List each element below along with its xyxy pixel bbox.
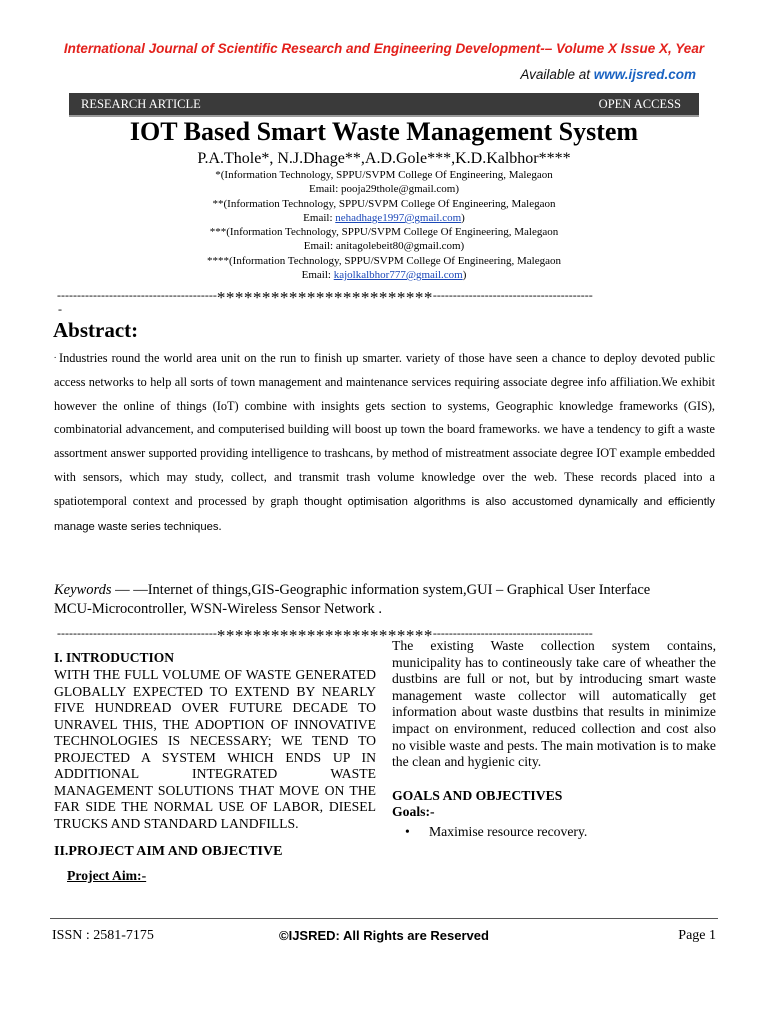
separator-dashes: ---------------------------------------- xyxy=(432,626,593,640)
project-aim-heading: II.PROJECT AIM AND OBJECTIVE xyxy=(54,844,283,859)
bullet-icon: • xyxy=(405,823,410,839)
existing-system-text: The existing Waste collection system contains, municipality has to contineously take care of wheather the dustbins are full or not, but by introducing smart waste management waste collector will automatically get information about waste dustbins that results in minimize impact on environment, reduced collection and cost also no visible waste and pests. The main motivation is to make the clean and hygienic city. xyxy=(392,638,716,770)
separator-dashes: ---------------------------------------- xyxy=(57,288,217,302)
separator-dashes: ---------------------------------------- xyxy=(432,288,593,302)
paper-authors: P.A.Thole*, N.J.Dhage**,A.D.Gole***,K.D.Kalbhor**** xyxy=(197,150,571,167)
separator-stars: ************************ xyxy=(216,626,433,642)
keywords xyxy=(54,581,724,619)
email-prefix: Email: xyxy=(301,269,334,282)
page-number: Page 1 xyxy=(678,928,716,943)
goals-label: Goals:- xyxy=(392,803,435,819)
keywords-label: Keywords xyxy=(54,582,112,598)
abstract-body xyxy=(54,347,715,539)
journal-header: International Journal of Scientific Research and Engineering Development-– Volume X Issue X, Year xyxy=(63,41,705,56)
right-column xyxy=(392,638,716,842)
article-type: RESEARCH ARTICLE xyxy=(81,97,201,111)
list-item xyxy=(405,822,716,842)
introduction-heading: I. INTRODUCTION xyxy=(54,650,175,665)
separator-tail: - xyxy=(58,302,62,316)
keywords-line: MCU-Microcontroller, WSN-Wireless Sensor Network . xyxy=(54,601,382,617)
section-separator xyxy=(57,284,712,304)
separator-dashes: ---------------------------------------- xyxy=(57,626,217,640)
email-link[interactable]: nehadhage1997@gmail.com xyxy=(335,211,462,224)
email-link[interactable]: kajolkalbhor777@gmail.com xyxy=(333,269,463,282)
footer-rights: ©IJSRED: All Rights are Reserved xyxy=(279,928,489,943)
email-prefix: Email: xyxy=(303,240,336,253)
footer-rule xyxy=(50,918,718,919)
footer-issn: ISSN : 2581-7175 xyxy=(52,928,154,943)
introduction-body: WITH THE FULL VOLUME OF WASTE GENERATED GLOBALLY EXPECTED TO EXTEND BY NEARLY FIVE HUNDREAD OVER FUTURE DECADE TO UNRAVEL THIS, THE ADOPTION OF INNOVATIVE TECHNOLOGIES IS NECESSARY; WE TEND TO PROJECTED A SYSTEM WHICH ENDS UP IN ADDITIONAL INTEGRATED WASTE MANAGEMENT SOLUTIONS THAT MOVE ON THE FAR SIDE THE NORMAL USE OF LABOR, DIESEL TRUCKS AND STANDARD LANDFILLS. xyxy=(54,667,376,831)
email-prefix: Email: xyxy=(303,211,336,224)
email-address: pooja29thole@gmail.com xyxy=(341,183,456,196)
available-prefix: Available at xyxy=(520,67,594,82)
affiliations xyxy=(0,168,768,282)
abstract-text-tail: thought optimisation algorithms is also accustomed dynamically and efficiently manage waste series techniques xyxy=(54,495,715,533)
abstract-heading: Abstract: xyxy=(53,318,139,342)
affiliation-email xyxy=(0,239,768,253)
affiliation-line: ****(Information Technology, SPPU/SVPM College Of Engineering, Malegaon xyxy=(207,254,561,267)
goals-list xyxy=(392,822,716,842)
left-column xyxy=(54,650,376,884)
separator-stars: ************************ xyxy=(216,288,433,304)
article-type-bar xyxy=(69,93,699,117)
paper-title: IOT Based Smart Waste Management System xyxy=(129,117,639,146)
open-access-label: OPEN ACCESS xyxy=(598,97,681,111)
affiliation-email xyxy=(0,182,768,196)
keywords-dash: — — xyxy=(111,582,148,598)
email-suffix: ) xyxy=(460,240,465,253)
available-at xyxy=(520,67,696,82)
goals-heading: GOALS AND OBJECTIVES xyxy=(392,787,563,803)
abstract-end: . xyxy=(218,518,222,533)
email-suffix: ) xyxy=(461,211,465,224)
project-aim-label: Project Aim:- xyxy=(67,868,147,883)
email-address: anitagolebeit80@gmail.com xyxy=(335,240,461,253)
keywords-line: Internet of things,GIS-Geographic information system,GUI – Graphical User Interface xyxy=(147,582,651,598)
journal-website-link[interactable]: www.ijsred.com xyxy=(593,67,696,82)
affiliation-line: ***(Information Technology, SPPU/SVPM College Of Engineering, Malegaon xyxy=(209,226,559,239)
abstract-dot: . xyxy=(54,350,57,360)
email-prefix: Email: xyxy=(308,183,342,196)
affiliation-email xyxy=(0,268,768,282)
affiliation-email xyxy=(0,211,768,225)
goal-text: Maximise resource recovery. xyxy=(429,823,588,839)
affiliation-line: *(Information Technology, SPPU/SVPM College Of Engineering, Malegaon xyxy=(215,169,553,181)
email-suffix: ) xyxy=(455,183,460,196)
affiliation-line: **(Information Technology, SPPU/SVPM College Of Engineering, Malegaon xyxy=(212,197,556,210)
email-suffix: ) xyxy=(462,269,467,282)
abstract-text: Industries round the world area unit on the run to finish up smarter. variety of those have seen a chance to deploy devoted public access networks to help all sorts of town management and maintenance services requiring associate degree info affiliation.We exhibit however the online of things (IoT) combine with insights gets section to systems, Geographic knowledge frameworks (GIS), combinatorial advancement, and computerised building will boost up town the board frameworks. we have a tendency to gift a waste assortment answer supported providing intelligence to trashcans, by method of mistreatment associate degree IOT example embedded with sensors, which may study, collect, and transmit trash volume knowledge over the web. These records placed into a spatiotemporal context and processed by graph xyxy=(54,351,715,508)
